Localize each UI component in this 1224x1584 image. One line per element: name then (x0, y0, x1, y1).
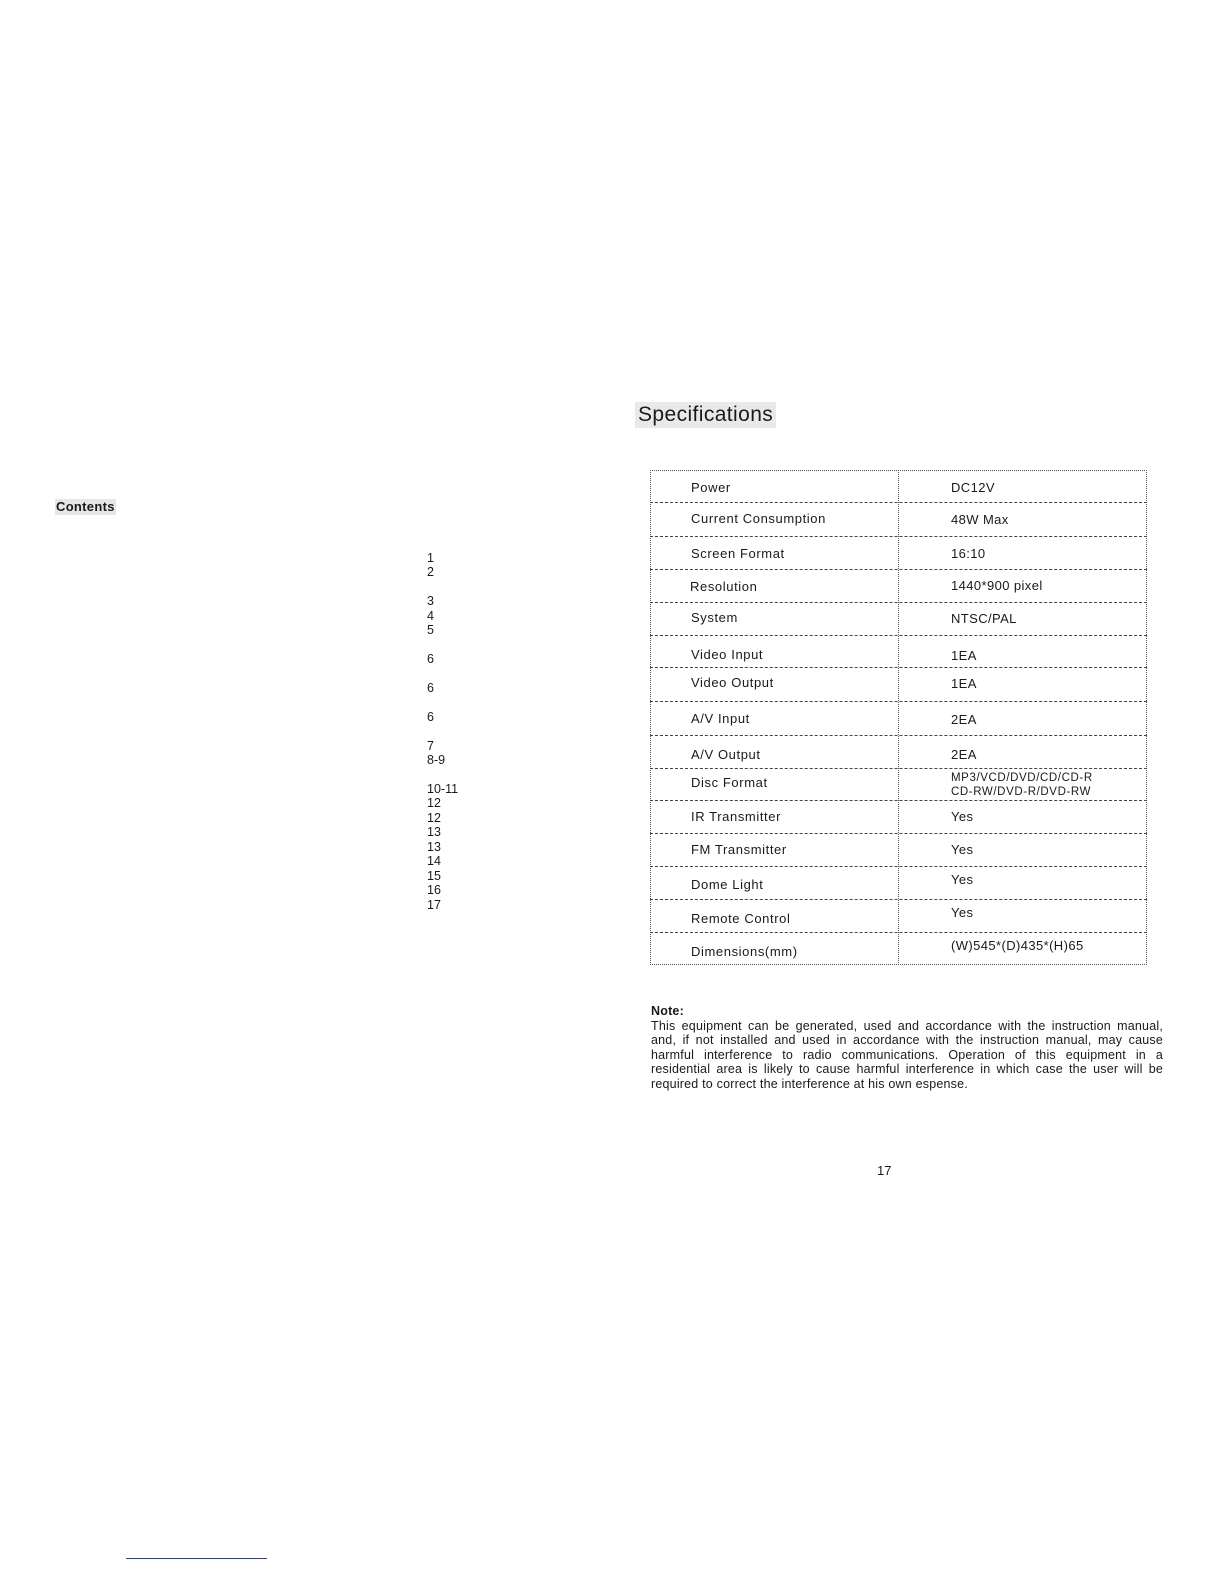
spec-value: Yes (951, 872, 974, 887)
spec-row-divider (650, 800, 1147, 801)
spec-label: Video Input (691, 647, 764, 662)
spec-label: Dimensions(mm) (691, 944, 798, 959)
toc-page-number: 6 (427, 652, 434, 666)
toc-page-number: 7 (427, 739, 434, 753)
note (651, 1004, 1163, 1092)
spec-row-divider (650, 932, 1147, 933)
spec-row-divider (650, 735, 1147, 736)
spec-value: (W)545*(D)435*(H)65 (951, 938, 1084, 953)
toc-page-number: 10-11 (427, 782, 459, 796)
toc-page-number: 6 (427, 710, 434, 724)
toc-page-number: 13 (427, 825, 441, 839)
spec-value: MP3/VCD/DVD/CD/CD-R (951, 772, 1093, 784)
toc-page-number: 17 (427, 898, 441, 912)
spec-label: FM Transmitter (691, 842, 787, 857)
spec-row-divider (650, 569, 1147, 570)
spec-row-divider (650, 833, 1147, 834)
spec-label: Resolution (690, 579, 758, 594)
spec-label: System (691, 610, 738, 625)
page-number: 17 (877, 1163, 892, 1178)
toc-page-number: 16 (427, 883, 441, 897)
toc-page-number: 12 (427, 796, 441, 810)
toc-page-number: 8-9 (427, 753, 446, 767)
spec-table-column-divider (898, 470, 899, 965)
spec-row-divider (650, 602, 1147, 603)
spec-row-divider (650, 635, 1147, 636)
spec-label: Power (691, 480, 731, 495)
toc-page-number: 5 (427, 623, 434, 637)
toc-page-number: 15 (427, 869, 441, 883)
toc-page-number: 14 (427, 854, 441, 868)
spec-value-line-2: CD-RW/DVD-R/DVD-RW (951, 786, 1092, 798)
spec-row-divider (650, 899, 1147, 900)
spec-row-divider (650, 536, 1147, 537)
spec-label: Disc Format (691, 775, 768, 790)
spec-value: 1EA (951, 648, 977, 663)
spec-value: 2EA (951, 712, 977, 727)
note-label: Note: (651, 1004, 684, 1018)
spec-row-divider (650, 866, 1147, 867)
toc-page-number: 2 (427, 565, 434, 579)
spec-label: A/V Output (691, 747, 761, 762)
spec-value: 1440*900 pixel (951, 578, 1043, 593)
toc-page-number: 12 (427, 811, 441, 825)
spec-row-divider (650, 768, 1147, 769)
contents-title: Contents (56, 499, 115, 514)
spec-label: Video Output (691, 675, 774, 690)
spec-label: Dome Light (691, 877, 764, 892)
spec-value: 48W Max (951, 512, 1009, 527)
specifications-heading: Specifications (635, 402, 776, 428)
spec-value: 2EA (951, 747, 977, 762)
spec-label: Screen Format (691, 546, 785, 561)
toc-page-number: 1 (427, 551, 434, 565)
toc-page-number: 13 (427, 840, 441, 854)
bottom-link-underline (126, 1558, 267, 1559)
spec-label: Current Consumption (691, 511, 826, 526)
toc-page-number: 4 (427, 609, 434, 623)
spec-value: Yes (951, 905, 974, 920)
spec-value: DC12V (951, 480, 995, 495)
spec-row-divider (650, 701, 1147, 702)
spec-value: Yes (951, 842, 974, 857)
toc-page-number: 6 (427, 681, 434, 695)
toc-page-number: 3 (427, 594, 434, 608)
spec-value: NTSC/PAL (951, 611, 1017, 626)
spec-value: 1EA (951, 676, 977, 691)
spec-label: Remote Control (691, 911, 791, 926)
spec-row-divider (650, 502, 1147, 503)
spec-value: 16:10 (951, 546, 986, 561)
spec-label: A/V Input (691, 711, 750, 726)
spec-value: Yes (951, 809, 974, 824)
spec-row-divider (650, 667, 1147, 668)
spec-label: IR Transmitter (691, 809, 782, 824)
note-text: This equipment can be generated, used and accordance with the instruction manual, and, if not installed and used in accordance with the instruction manual, may cause harmful interference to radio communications. Operation of this equipment in a residential area is likely to cause harmful interference in which case the user will be required to correct the interference at his own espense. (651, 1018, 1163, 1091)
